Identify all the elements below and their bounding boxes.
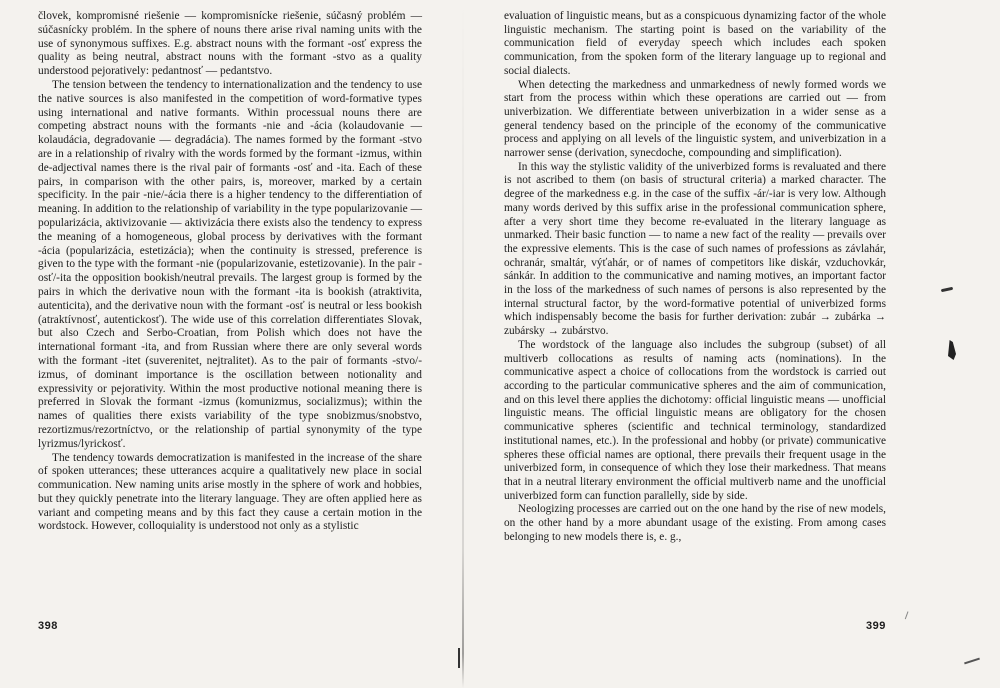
left-paragraph-2: The tension between the tendency to internationalization and the tendency to use the native sources is also manifested in the competition of word-formative types using international and native formants. Within processual nouns there are competing abstract nouns with the formants -nie and -ácia (kolaudovanie — kolaudácia, degradovanie — degradácia). The names formed by the formant -stvo are in a relationship of rivalry with the words formed by the formant -izmus, within de-adjectival names there is the rival pair of formants -osť and -ita. Each of these pairs, in comparison with the other pairs, is, moreover, marked by a certain specificity. In the pair -nie/-ácia there is a higher tendency to the differentiation of meaning. In addition to the relationship of variability in the type popularizovanie — popularizácia, aktivizovanie — aktivizácia there exists also the tendency to express the meaning of a homogeneous, global process by derivatives with the formant -ácia (popularizácia, estetizácia); when the continuity is stressed, preference is given to the type with the formant -nie (popularizovanie, estetizovanie). In the pair -osť/-ita the opposition bookish/neutral prevails. The largest group is formed by the pairs in which the derivative noun with the formant -ita is bookish (atraktivita, autenticita), and the derivative noun with the formant -osť is neutral or less bookish (atraktívnosť, autentickosť). The wide use of this correlation differentiates Slovak, but also Czech and Serbo-Croatian, from Polish which does not have the international formant -ita, and from Russian where there are only several words with the formant -itet (suverenitet, nejtralitet). As to the pair of formants -stvo/-izmus, of dominant importance is the oscillation between notionality and expressivity or pejorativity. Within the most productive notional meaning there is preferred in Slovak the formant -izmus (komunizmus, socializmus); within the names of qualities there exists variability of the type snobizmus/snobstvo, rezortizmus/rezortníctvo, or the relationship of partial synonymity of the type lyrizmus/lyrickosť.: [38, 78, 422, 450]
corner-ink-mark: [964, 658, 980, 665]
margin-ink-mark: [941, 287, 953, 292]
right-paragraph-3: In this way the stylistic validity of the univerbized forms is revaluated and there is not ascribed to them (on basis of structural criteria) a marked character. The degree of the markedness e.g. in the case of the suffix -ár/-iar is very low. Although many words derived by this suffix arise in the professional communication sphere, after a very short time they become re-evaluated in the literary language as unmarked. Their basic function — to name a new fact of the reality — prevails over the expressive elements. This is the case of such names of professions as závlahár, ochranár, smaltár, výťahár, or of names of competitors like diskár, vzduchovkár, sánkár. In addition to the communicative and naming motives, an important factor in the loss of the markedness of such names of persons is also represented by the internal structural factor, by the word-formative potential of univerbized forms which indispensably become the basis for further derivation: zubár → zubárka → zubársky → zubárstvo.: [504, 160, 886, 338]
margin-ink-blot: [948, 340, 956, 360]
left-page-number: 398: [38, 620, 58, 632]
right-page: [504, 10, 886, 544]
margin-pencil-mark: [905, 611, 912, 620]
right-paragraph-2: When detecting the markedness and unmarkedness of newly formed words we start from the process within which these operations are carried out — from univerbization. We differentiate between univerbization in a wider sense as a general tendency based on the principle of the economy of the communicative process and applying on all levels of the linguistic system, and univerbization in a narrower sense (derivation, synecdoche, compounding and simplification).: [504, 78, 886, 160]
right-paragraph-4: The wordstock of the language also includes the subgroup (subset) of all multiverb collocations as results of naming acts (nominations). In the communicative aspect a choice of collocations from the wordstock is carried out according to the particular communicative spheres and the aim of communication, and on this level there applies the dichotomy: official linguistic means — unofficial linguistic means. The official linguistic means are obligatory for the chosen communicative spheres (scientific and technical terminology, standardized institutional names, etc.). In the professional and hobby (or private) communicative spheres these official names are optional, there prevails their frequent usage in the univerbized form, in consequence of which they lose their markedness. That means that in a neutral literary environment the official multiverb name and the unofficial univerbized form can function parallelly, side by side.: [504, 338, 886, 502]
right-paragraph-5: Neologizing processes are carried out on the one hand by the rise of new models, on the other hand by a more abundant usage of the existing. From among cases belonging to new models there is, e. g.,: [504, 503, 886, 543]
gutter-ink-line: [458, 648, 460, 668]
left-page: [38, 10, 422, 534]
left-paragraph-1: človek, kompromisné riešenie — kompromisnícke riešenie, súčasný problém — súčasnícky problém. In the sphere of nouns there arise rival naming units with the use of synonymous suffixes. E.g. abstract nouns with the formant -osť express the quality as being neutral, abstract nouns with the formant -stvo as a quality understood pejoratively: pedantnosť — pedantstvo.: [38, 10, 422, 78]
right-page-number: 399: [866, 620, 886, 632]
book-gutter: [462, 0, 464, 688]
right-paragraph-1: evaluation of linguistic means, but as a conspicuous dynamizing factor of the whole linguistic mechanism. The starting point is based on the variability of the communication field of everyday speech which includes each spoken communication, from the spoken form of the literary language up to regional and social dialects.: [504, 10, 886, 77]
left-paragraph-3: The tendency towards democratization is manifested in the increase of the share of spoken utterances; these utterances acquire a qualitatively new place in social communication. New naming units arise mostly in the sphere of work and hobbies, but they quickly penetrate into the literary language. They are often applied here as variant and competing means and by this fact they cause a certain motion in the wordstock. However, colloquiality is understood not only as a stylistic: [38, 451, 422, 533]
